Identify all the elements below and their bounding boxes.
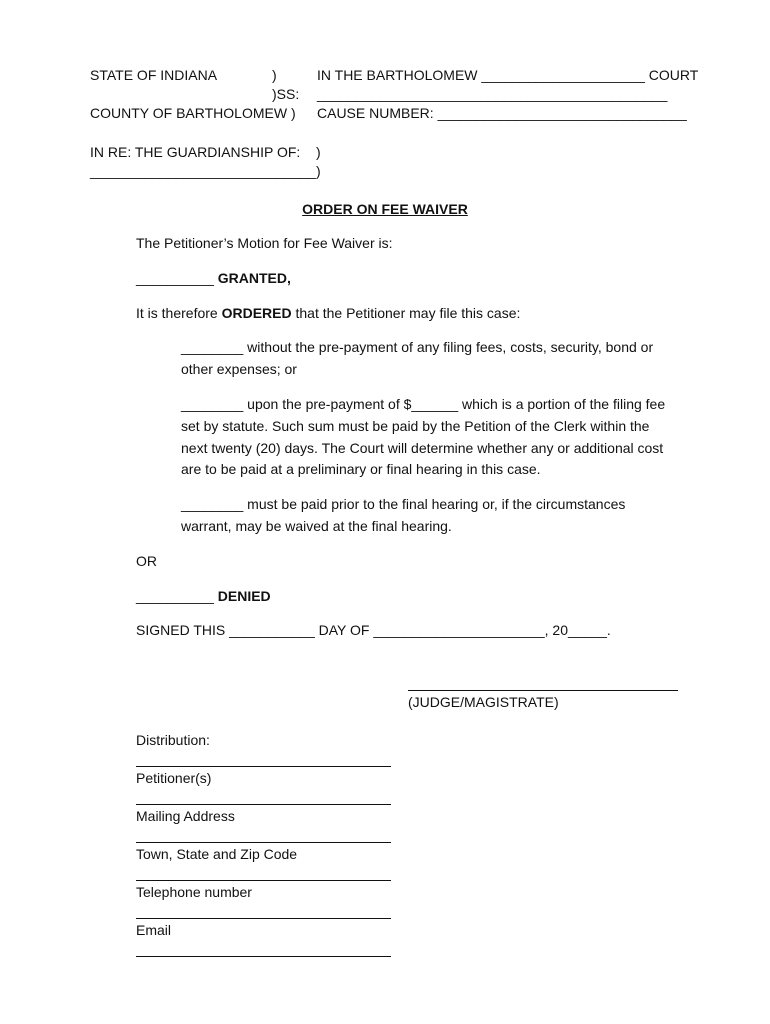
option-1-line-2: other expenses; or [181, 361, 297, 377]
distribution-heading: Distribution: [136, 732, 210, 748]
document-title: ORDER ON FEE WAIVER [302, 201, 468, 217]
distribution-rule [136, 766, 391, 767]
ordered-prefix: It is therefore [136, 305, 218, 321]
judge-label: (JUDGE/MAGISTRATE) [408, 694, 559, 710]
court-blank-line: _____________________________________________ [317, 86, 668, 102]
option-1-line-1: ________ without the pre-payment of any filing fees, costs, security, bond or [181, 339, 654, 355]
county-label: COUNTY OF BARTHOLOMEW ) [90, 105, 296, 121]
ordered-keyword: ORDERED [221, 305, 292, 321]
distribution-rule [136, 918, 391, 919]
denied-label: DENIED [217, 588, 271, 604]
guardianship-name-blank: _____________________________ [90, 163, 316, 179]
state-label: STATE OF INDIANA [90, 67, 218, 83]
option-2-line-3: next twenty (20) days. The Court will determine whether any or additional cost [181, 440, 664, 456]
distribution-rule [136, 804, 391, 805]
distribution-field-town-state-zip: Town, State and Zip Code [136, 846, 298, 862]
denied-line [136, 587, 271, 605]
ordered-line [136, 304, 520, 322]
distribution-rule [136, 880, 391, 881]
distribution-field-telephone: Telephone number [136, 884, 252, 900]
option-2-line-4: are to be paid at a preliminary or final hearing in this case. [181, 461, 541, 477]
ordered-suffix: that the Petitioner may file this case: [295, 305, 521, 321]
option-2-line-1: ________ upon the pre-payment of $______ which is a portion of the filing fee [181, 396, 666, 412]
intro-text: The Petitioner’s Motion for Fee Waiver is: [136, 235, 393, 251]
denied-blank: __________ [136, 588, 214, 604]
option-3-line-1: ________ must be paid prior to the final hearing or, if the circumstances [181, 496, 626, 512]
distribution-rule [136, 956, 391, 957]
distribution-rule [136, 842, 391, 843]
caption-paren: ) [316, 163, 321, 179]
caption-paren: ) [316, 144, 321, 160]
option-2-line-2: set by statute. Such sum must be paid by the Petition of the Clerk within the [181, 418, 650, 434]
in-re-label: IN RE: THE GUARDIANSHIP OF: [90, 144, 301, 160]
distribution-field-petitioner: Petitioner(s) [136, 770, 212, 786]
granted-label: GRANTED, [217, 270, 291, 286]
caption-paren: ) [272, 67, 277, 83]
granted-line [136, 269, 291, 287]
distribution-field-mailing-address: Mailing Address [136, 808, 235, 824]
ss-label: )SS: [272, 86, 300, 102]
signed-line: SIGNED THIS ___________ DAY OF ______________________, 20_____. [136, 622, 611, 638]
court-line: IN THE BARTHOLOMEW _____________________ COURT [317, 67, 699, 83]
cause-number-line: CAUSE NUMBER: ________________________________ [317, 105, 687, 121]
or-text: OR [136, 553, 157, 569]
judge-signature-line [408, 690, 678, 691]
granted-blank: __________ [136, 270, 214, 286]
distribution-field-email: Email [136, 922, 172, 938]
option-3-line-2: warrant, may be waived at the final hearing. [181, 518, 452, 534]
